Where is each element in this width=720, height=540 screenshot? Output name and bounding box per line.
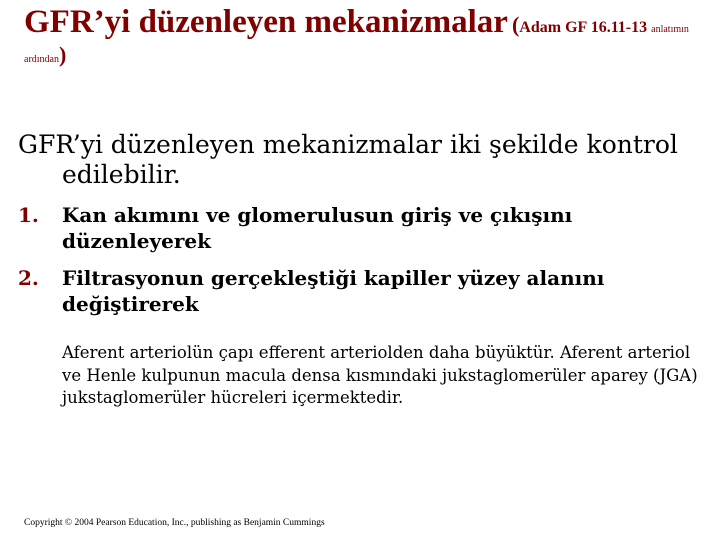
numbered-list — [18, 202, 708, 328]
slide-title — [24, 6, 714, 39]
title-small-word-2: ardından — [24, 54, 59, 65]
list-item-number: 2. — [18, 266, 39, 290]
title-small-word-1: anlatımın — [651, 24, 689, 35]
list-item-text: Filtrasyonun gerçekleştiği kapiller yüzey alanını değiştirerek — [62, 266, 605, 316]
note-paragraph: Aferent arteriolün çapı efferent arteriolden daha büyüktür. Aferent arteriol ve Henle kulpunun macula densa kısmındaki jukstaglomerüler aparey (JGA) jukstaglomerüler hücreleri içermektedir. — [62, 343, 698, 407]
title-close-paren: ) — [59, 42, 67, 67]
title-reference: Adam GF 16.11-13 — [519, 19, 648, 36]
list-item — [18, 265, 708, 317]
copyright-footer: Copyright © 2004 Pearson Education, Inc., publishing as Benjamin Cummings — [24, 518, 325, 528]
intro-line-1: GFR’yi düzenleyen mekanizmalar iki şekilde kontrol — [18, 130, 678, 159]
list-item-text: Kan akımını ve glomerulusun giriş ve çıkışını düzenleyerek — [62, 203, 573, 253]
title-open-paren: ( — [511, 12, 520, 37]
slide-title-main: GFR’yi düzenleyen mekanizmalar — [24, 4, 508, 40]
list-item-number: 1. — [18, 203, 39, 227]
list-item — [18, 202, 708, 254]
intro-paragraph — [18, 130, 708, 190]
slide-title-line-2 — [24, 44, 66, 66]
intro-line-2: edilebilir. — [62, 160, 181, 189]
